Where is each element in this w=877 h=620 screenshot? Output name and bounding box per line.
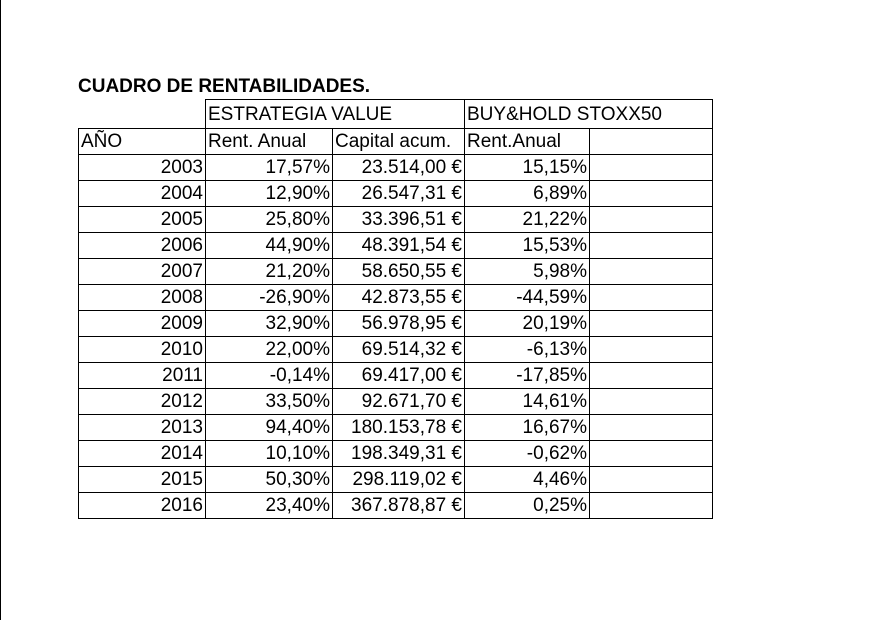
capital-cell: 180.153,78 € bbox=[333, 415, 465, 441]
empty-cell bbox=[590, 441, 713, 467]
group-header-row bbox=[79, 100, 713, 129]
year-cell: 2010 bbox=[79, 337, 206, 363]
capital-cell: 23.514,00 € bbox=[333, 155, 465, 181]
bh-rent-cell: -6,13% bbox=[465, 337, 590, 363]
year-cell: 2011 bbox=[79, 363, 206, 389]
empty-cell bbox=[590, 233, 713, 259]
empty-cell bbox=[590, 415, 713, 441]
rent-anual-cell: 33,50% bbox=[206, 389, 333, 415]
rent-anual-cell: 12,90% bbox=[206, 181, 333, 207]
table-row bbox=[79, 181, 713, 207]
empty-corner-cell bbox=[79, 100, 206, 129]
bh-rent-cell: 5,98% bbox=[465, 259, 590, 285]
empty-cell bbox=[590, 285, 713, 311]
rent-anual-cell: 23,40% bbox=[206, 493, 333, 519]
returns-table bbox=[78, 99, 713, 519]
capital-cell: 26.547,31 € bbox=[333, 181, 465, 207]
year-cell: 2013 bbox=[79, 415, 206, 441]
capital-cell: 367.878,87 € bbox=[333, 493, 465, 519]
bh-rent-cell: -44,59% bbox=[465, 285, 590, 311]
table-row bbox=[79, 467, 713, 493]
empty-cell bbox=[590, 363, 713, 389]
empty-cell bbox=[590, 493, 713, 519]
table-row bbox=[79, 363, 713, 389]
year-cell: 2004 bbox=[79, 181, 206, 207]
table-row bbox=[79, 441, 713, 467]
year-cell: 2008 bbox=[79, 285, 206, 311]
empty-cell bbox=[590, 467, 713, 493]
table-row bbox=[79, 493, 713, 519]
table-row bbox=[79, 415, 713, 441]
year-cell: 2006 bbox=[79, 233, 206, 259]
capital-cell: 69.514,32 € bbox=[333, 337, 465, 363]
capital-cell: 42.873,55 € bbox=[333, 285, 465, 311]
table-row bbox=[79, 207, 713, 233]
bh-rent-cell: 0,25% bbox=[465, 493, 590, 519]
bh-rent-cell: 20,19% bbox=[465, 311, 590, 337]
rent-anual-cell: -26,90% bbox=[206, 285, 333, 311]
header-capital: Capital acum. bbox=[333, 129, 465, 155]
table-row bbox=[79, 259, 713, 285]
empty-cell bbox=[590, 155, 713, 181]
bh-rent-cell: 4,46% bbox=[465, 467, 590, 493]
year-cell: 2012 bbox=[79, 389, 206, 415]
empty-cell bbox=[590, 207, 713, 233]
capital-cell: 92.671,70 € bbox=[333, 389, 465, 415]
rent-anual-cell: 94,40% bbox=[206, 415, 333, 441]
year-cell: 2009 bbox=[79, 311, 206, 337]
empty-cell bbox=[590, 181, 713, 207]
year-cell: 2016 bbox=[79, 493, 206, 519]
header-bh-rent: Rent.Anual bbox=[465, 129, 590, 155]
table-row bbox=[79, 389, 713, 415]
capital-cell: 58.650,55 € bbox=[333, 259, 465, 285]
page-title: CUADRO DE RENTABILIDADES. bbox=[78, 76, 371, 97]
bh-rent-cell: 16,67% bbox=[465, 415, 590, 441]
bh-rent-cell: 15,15% bbox=[465, 155, 590, 181]
capital-cell: 69.417,00 € bbox=[333, 363, 465, 389]
group-header-benchmark: BUY&HOLD STOXX50 bbox=[465, 100, 713, 129]
header-rent-anual: Rent. Anual bbox=[206, 129, 333, 155]
year-cell: 2003 bbox=[79, 155, 206, 181]
empty-cell bbox=[590, 311, 713, 337]
bh-rent-cell: 14,61% bbox=[465, 389, 590, 415]
rent-anual-cell: 32,90% bbox=[206, 311, 333, 337]
empty-cell bbox=[590, 259, 713, 285]
empty-cell bbox=[590, 337, 713, 363]
rent-anual-cell: 17,57% bbox=[206, 155, 333, 181]
bh-rent-cell: 6,89% bbox=[465, 181, 590, 207]
header-year: AÑO bbox=[79, 129, 206, 155]
bh-rent-cell: 21,22% bbox=[465, 207, 590, 233]
table-row bbox=[79, 337, 713, 363]
header-extra bbox=[590, 129, 713, 155]
table-row bbox=[79, 285, 713, 311]
rent-anual-cell: -0,14% bbox=[206, 363, 333, 389]
rent-anual-cell: 21,20% bbox=[206, 259, 333, 285]
bh-rent-cell: -17,85% bbox=[465, 363, 590, 389]
column-header-row bbox=[79, 129, 713, 155]
rent-anual-cell: 25,80% bbox=[206, 207, 333, 233]
bh-rent-cell: -0,62% bbox=[465, 441, 590, 467]
page-left-border bbox=[0, 0, 1, 620]
year-cell: 2005 bbox=[79, 207, 206, 233]
empty-cell bbox=[590, 389, 713, 415]
table-row bbox=[79, 233, 713, 259]
table-row bbox=[79, 311, 713, 337]
rent-anual-cell: 50,30% bbox=[206, 467, 333, 493]
year-cell: 2015 bbox=[79, 467, 206, 493]
capital-cell: 298.119,02 € bbox=[333, 467, 465, 493]
rent-anual-cell: 22,00% bbox=[206, 337, 333, 363]
capital-cell: 56.978,95 € bbox=[333, 311, 465, 337]
group-header-strategy: ESTRATEGIA VALUE bbox=[206, 100, 465, 129]
table-row bbox=[79, 155, 713, 181]
bh-rent-cell: 15,53% bbox=[465, 233, 590, 259]
year-cell: 2007 bbox=[79, 259, 206, 285]
capital-cell: 198.349,31 € bbox=[333, 441, 465, 467]
capital-cell: 48.391,54 € bbox=[333, 233, 465, 259]
rent-anual-cell: 10,10% bbox=[206, 441, 333, 467]
capital-cell: 33.396,51 € bbox=[333, 207, 465, 233]
rent-anual-cell: 44,90% bbox=[206, 233, 333, 259]
year-cell: 2014 bbox=[79, 441, 206, 467]
